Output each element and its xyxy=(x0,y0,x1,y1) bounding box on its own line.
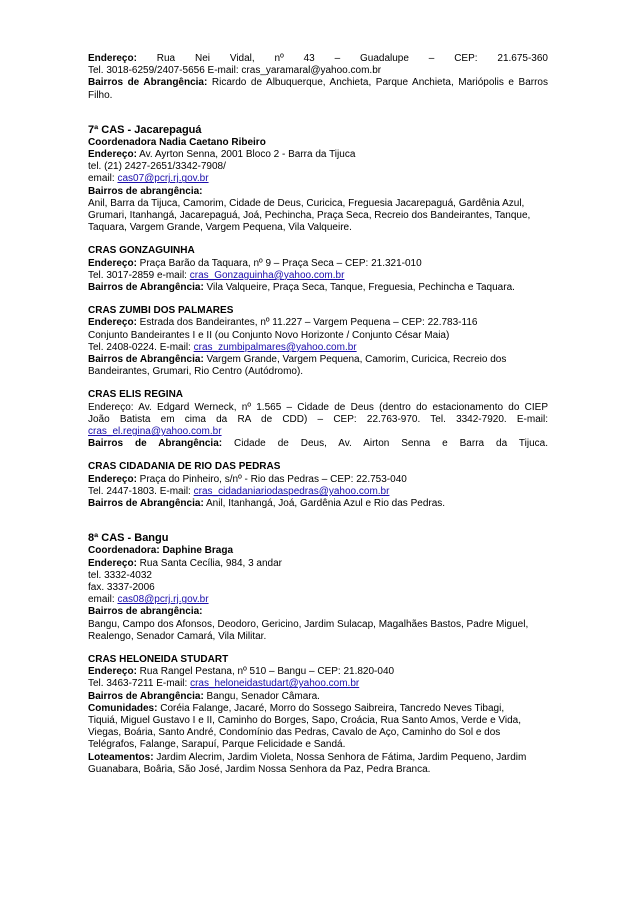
cras-zumbi-section xyxy=(88,305,548,378)
intro-contact: Tel. 3018-6259/2407-5656 E-mail: cras_yaramaral@yahoo.com.br xyxy=(88,65,382,77)
cras-heloneida-loteamentos-l2: Guanabara, Boâria, São José, Jardim Nossa Senhora da Paz, Pedra Branca. xyxy=(88,763,431,775)
intro-bairros-line: Bairros de Abrangência: Ricardo de Albuquerque, Anchieta, Parque Anchieta, Mariópolis e Barros xyxy=(88,77,548,89)
cras-heloneida-loteamentos: Loteamentos: Jardim Alecrim, Jardim Violeta, Nossa Senhora de Fátima, Jardim Pequeno, Jardim xyxy=(88,751,527,763)
cas8-address: Endereço: Rua Santa Cecília, 984, 3 andar xyxy=(88,557,282,569)
intro-address-line: Endereço: Rua Nei Vidal, nº 43 – Guadalupe – CEP: 21.675-360 xyxy=(88,53,548,64)
cras-heloneida-bairros: Bairros de Abrangência: Bangu, Senador Câmara. xyxy=(88,690,320,702)
cras-heloneida-comunidades-l3: Viegas, Boária, Santo André, Condomínio das Pedras, Cavalo de Aço, Caminho do Sol e dos xyxy=(88,727,501,739)
cras-elis-title: CRAS ELIS REGINA xyxy=(88,389,184,401)
cras-heloneida-comunidades: Comunidades: Coréia Falange, Jacaré, Morro do Sossego Saibreira, Tancredo Neves Tibagi, xyxy=(88,702,505,714)
cras-elis-l2: João Batista em cima da RA de CDD) – CEP: 22.763-970. Tel. 3342-7920. E-mail: xyxy=(88,413,548,425)
cras-cidadania-title: CRAS CIDADANIA DE RIO DAS PEDRAS xyxy=(88,461,281,473)
cas8-bairros-l1: Bangu, Campo dos Afonsos, Deodoro, Gericino, Jardim Sulacap, Magalhães Bastos, Padre Miguel, xyxy=(88,618,529,630)
cras-cidadania-address: Endereço: Praça do Pinheiro, s/nº - Rio das Pedras – CEP: 22.753-040 xyxy=(88,473,407,485)
cas8-tel: tel. 3332-4032 xyxy=(88,569,152,581)
cras-heloneida-title: CRAS HELONEIDA STUDART xyxy=(88,653,229,665)
cas8-email-line: email: cas08@pcrj.rj.gov.br xyxy=(88,594,209,606)
cras-elis-section xyxy=(88,389,548,450)
cras-gonzaguinha-section xyxy=(88,245,548,294)
cas7-email-line: email: cas07@pcrj.rj.gov.br xyxy=(88,173,209,185)
cas8-bairros-l2: Realengo, Senador Camará, Vila Militar. xyxy=(88,630,267,642)
cras-elis-email-link[interactable]: cras_el.regina@yahoo.com.br xyxy=(88,426,222,438)
cras-elis-bairros: Bairros de Abrangência: Cidade de Deus, Av. Airton Senna e Barra da Tijuca. xyxy=(88,438,548,450)
cas7-bairros-l2: Grumari, Itanhangá, Jacarepaguá, Joá, Pechincha, Praça Seca, Recreio dos Bandeirantes, Tanque, xyxy=(88,210,531,222)
cas7-address: Endereço: Av. Ayrton Senna, 2001 Bloco 2 - Barra da Tijuca xyxy=(88,149,356,161)
cras-gonzaguinha-address: Endereço: Praça Barão da Taquara, nº 9 – Praça Seca – CEP: 21.321-010 xyxy=(88,257,422,269)
cras-cidadania-contact: Tel. 2447-1803. E-mail: cras_cidadaniariodaspedras@yahoo.com.br xyxy=(88,485,390,497)
cas8-coord: Coordenadora: Daphine Braga xyxy=(88,545,234,557)
cras-heloneida-comunidades-l4: Telégrafos, Falange, Sarapuí, Parque Felicidade e Sandá. xyxy=(88,739,346,751)
cras-zumbi-bairros: Bairros de Abrangência: Vargem Grande, Vargem Pequena, Camorim, Curicica, Recreio dos xyxy=(88,354,507,366)
cas8-bairros-label: Bairros de abrangência: xyxy=(88,606,203,618)
cras-heloneida-comunidades-l2: Tiquiá, Miguel Gustavo I e II, Caminho do Borges, Sapo, Croácia, Rua Santo Amos, Verde e Vida, xyxy=(88,714,522,726)
cas8-section xyxy=(88,532,548,643)
cas7-bairros-l3: Taquara, Vargem Grande, Vargem Pequena, Vila Valqueire. xyxy=(88,222,352,234)
cras-gonzaguinha-email-link[interactable]: cras_Gonzaguinha@yahoo.com.br xyxy=(189,269,345,281)
cas7-tel: tel. (21) 2427-2651/3342-7908/ xyxy=(88,161,226,173)
cras-zumbi-email-link[interactable]: cras_zumbipalmares@yahoo.com.br xyxy=(193,341,357,353)
cras-zumbi-bairros-cont: Bandeirantes, Grumari, Rio Centro (Autódromo). xyxy=(88,366,304,378)
cras-cidadania-section xyxy=(88,461,548,510)
cras-gonzaguinha-title: CRAS GONZAGUINHA xyxy=(88,245,195,257)
cras-gonzaguinha-bairros: Bairros de Abrangência: Vila Valqueire, Praça Seca, Tanque, Freguesia, Pechincha e Taquara. xyxy=(88,282,515,294)
cras-heloneida-address: Endereço: Rua Rangel Pestana, nº 510 – Bangu – CEP: 21.820-040 xyxy=(88,666,395,678)
cas7-email-link[interactable]: cas07@pcrj.rj.gov.br xyxy=(117,173,209,185)
cas7-title: 7ª CAS - Jacarepaguá xyxy=(88,123,202,136)
cras-elis-l1: Endereço: Av. Edgard Werneck, nº 1.565 – Cidade de Deus (dentro do estacionamento do CIEP xyxy=(88,401,548,413)
cas7-bairros-l1: Anil, Barra da Tijuca, Camorim, Cidade de Deus, Curicica, Freguesia Jacarepaguá, Gardênia Azul, xyxy=(88,197,525,209)
cras-cidadania-email-link[interactable]: cras_cidadaniariodaspedras@yahoo.com.br xyxy=(193,485,390,497)
intro-block xyxy=(88,53,548,102)
cas8-title: 8ª CAS - Bangu xyxy=(88,532,169,545)
cras-heloneida-email-link[interactable]: cras_heloneidastudart@yahoo.com.br xyxy=(190,678,360,690)
cras-zumbi-conjunto: Conjunto Bandeirantes I e II (ou Conjunto Novo Horizonte / Conjunto César Maia) xyxy=(88,329,450,341)
cras-zumbi-address: Endereço: Estrada dos Bandeirantes, nº 11.227 – Vargem Pequena – CEP: 22.783-116 xyxy=(88,317,478,329)
cras-elis-email-line xyxy=(88,426,548,438)
cras-zumbi-title: CRAS ZUMBI DOS PALMARES xyxy=(88,305,234,317)
cas7-coord: Coordenadora Nadia Caetano Ribeiro xyxy=(88,136,266,148)
cas8-email-link[interactable]: cas08@pcrj.rj.gov.br xyxy=(117,594,209,606)
document-page xyxy=(88,53,548,776)
cas7-bairros-label: Bairros de abrangência: xyxy=(88,185,203,197)
cras-heloneida-contact: Tel. 3463-7211 E-mail: cras_heloneidastudart@yahoo.com.br xyxy=(88,678,360,690)
intro-bairros-cont: Filho. xyxy=(88,89,113,101)
cas7-section xyxy=(88,124,548,235)
cras-cidadania-bairros: Bairros de Abrangência: Anil, Itanhangá, Joá, Gardênia Azul e Rio das Pedras. xyxy=(88,498,446,510)
cas8-fax: fax. 3337-2006 xyxy=(88,581,155,593)
cras-heloneida-section xyxy=(88,654,548,776)
cras-zumbi-contact: Tel. 2408-0224. E-mail: cras_zumbipalmares@yahoo.com.br xyxy=(88,341,357,353)
cras-gonzaguinha-contact: Tel. 3017-2859 e-mail: cras_Gonzaguinha@yahoo.com.br xyxy=(88,269,345,281)
